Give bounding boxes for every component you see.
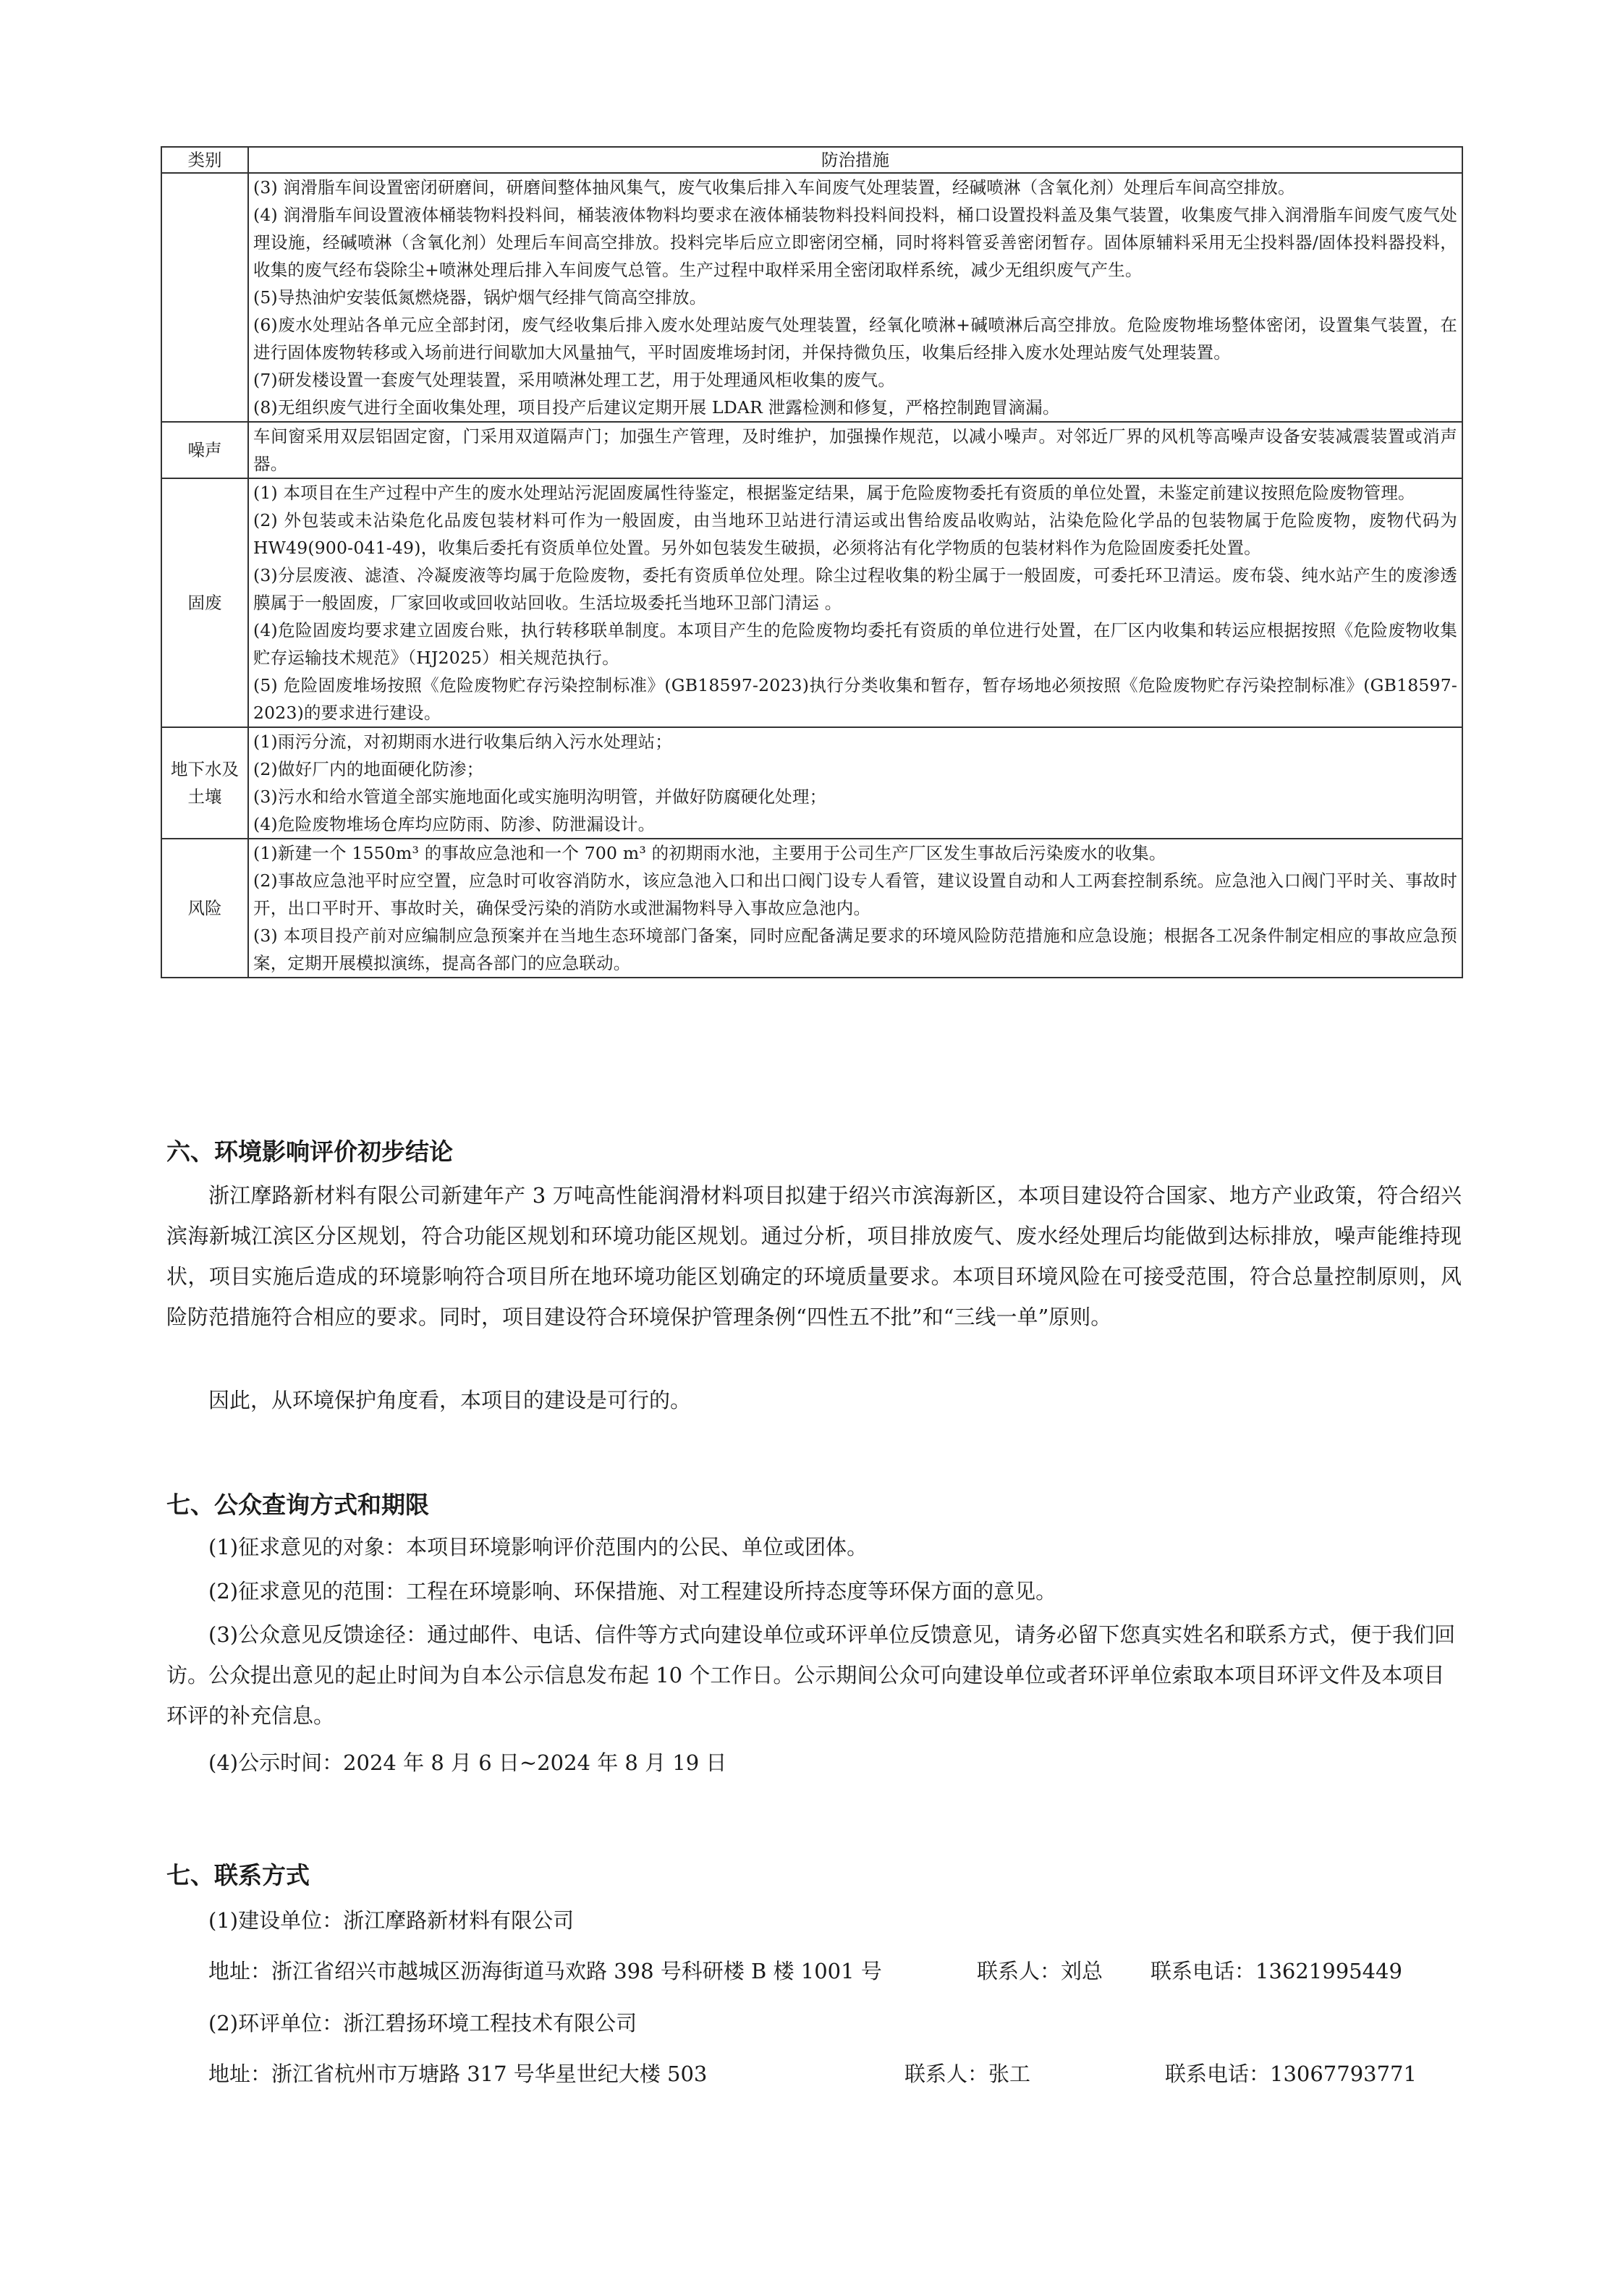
builder-contact-person: 联系人：刘总 (977, 1959, 1103, 1983)
measure-item: 车间窗采用双层铝固定窗，门采用双道隔声门；加强生产管理，及时维护，加强操作规范，以减小噪声。对邻近厂界的风机等高噪声设备安装减震装置或消声器。 (253, 426, 1457, 474)
section-heading-conclusion: 六、环境影响评价初步结论 (166, 1138, 453, 1166)
measure-item: (3) 润滑脂车间设置密闭研磨间，研磨间整体抽风集气，废气收集后排入车间废气处理装置，经碱喷淋（含氧化剂）处理后车间高空排放。 (253, 177, 1295, 198)
measure-item: (4)危险固废均要求建立固废台账，执行转移联单制度。本项目产生的危险废物均委托有资质的单位进行处置，在厂区内收集和转运应根据按照《危险废物收集贮存运输技术规范》（HJ2025）相关规范执行。 (253, 620, 1457, 668)
row-measures (248, 173, 1462, 422)
builder-address: 地址：浙江省绍兴市越城区沥海街道马欢路 398 号科研楼 B 楼 1001 号 (208, 1959, 882, 1983)
row-category: 固废 (161, 478, 248, 727)
builder-unit: (1)建设单位：浙江摩路新材料有限公司 (208, 1908, 575, 1933)
row-category: 风险 (161, 839, 248, 978)
inquiry-item-period: (4)公示时间：2024 年 8 月 6 日~2024 年 8 月 19 日 (208, 1750, 727, 1775)
measure-item: (4) 润滑脂车间设置液体桶装物料投料间，桶装液体物料均要求在液体桶装物料投料间投料，桶口设置投料盖及集气装置，收集废气排入润滑脂车间废气废气处理设施，经碱喷淋（含氧化剂）处理后车间高空排放。投料完毕后应立即密闭空桶，同时将料管妥善密闭暂存。固体原辅料采用无尘投料器/固体投料器投料，收集的废气经布袋除尘+喷淋处理后排入车间废气总管。生产过程中取样采用全密闭取样系统，减少无组织废气产生。 (253, 205, 1457, 280)
inquiry-item-feedback: (3)公众意见反馈途径：通过邮件、电话、信件等方式向建设单位或环评单位反馈意见，请务必留下您真实姓名和联系方式，便于我们回访。公众提出意见的起止时间为自本公示信息发布起 10 个工作日。公示期间公众可向建设单位或者环评单位索取本项目环评文件及本项目环评的补充信息。 (166, 1622, 1456, 1728)
measure-item: (5)导热油炉安装低氮燃烧器，锅炉烟气经排气筒高空排放。 (253, 287, 707, 308)
measure-item: (5) 危险固废堆场按照《危险废物贮存污染控制标准》(GB18597-2023)执行分类收集和暂存，暂存场地必须按照《危险废物贮存污染控制标准》(GB18597-2023)的要求进行建设。 (253, 675, 1457, 723)
prevention-measures-table (161, 146, 1463, 978)
section-heading-public-inquiry: 七、公众查询方式和期限 (166, 1491, 429, 1519)
conclusion-paragraph: 浙江摩路新材料有限公司新建年产 3 万吨高性能润滑材料项目拟建于绍兴市滨海新区，本项目建设符合国家、地方产业政策，符合绍兴滨海新城江滨区分区规划，符合功能区规划和环境功能区规划。通过分析，项目排放废气、废水经处理后均能做到达标排放，噪声能维持现状，项目实施后造成的环境影响符合项目所在地环境功能区划确定的环境质量要求。本项目环境风险在可接受范围，符合总量控制原则，风险防范措施符合相应的要求。同时，项目建设符合环境保护管理条例“四性五不批”和“三线一单”原则。 (166, 1183, 1462, 1329)
inquiry-item-scope: (2)征求意见的范围：工程在环境影响、环保措施、对工程建设所持态度等环保方面的意见。 (208, 1579, 1057, 1604)
row-category: 噪声 (161, 422, 248, 478)
measure-item: (4)危险废物堆场仓库均应防雨、防渗、防泄漏设计。 (253, 814, 656, 834)
measure-item: (6)废水处理站各单元应全部封闭，废气经收集后排入废水处理站废气处理装置，经氧化喷淋+碱喷淋后高空排放。危险废物堆场整体密闭，设置集气装置，在进行固体废物转移或入场前进行间歇加大风量抽气，平时固废堆场封闭，并保持微负压，收集后经排入废水处理站废气处理装置。 (253, 315, 1457, 363)
measure-item: (7)研发楼设置一套废气处理装置，采用喷淋处理工艺，用于处理通风柜收集的废气。 (253, 370, 896, 390)
assessor-contact-person: 联系人：张工 (904, 2062, 1031, 2086)
measure-item: (1) 本项目在生产过程中产生的废水处理站污泥固废属性待鉴定，根据鉴定结果，属于危险废物委托有资质的单位处置，未鉴定前建议按照危险废物管理。 (253, 483, 1415, 503)
table-header-row (161, 147, 1462, 173)
table-row-exhaust (161, 173, 1462, 422)
row-measures (248, 478, 1462, 727)
table-row-noise (161, 422, 1462, 478)
measure-item: (2)事故应急池平时应空置，应急时可收容消防水，该应急池入口和出口阀门设专人看管，建议设置自动和人工两套控制系统。应急池入口阀门平时关、事故时开，出口平时开、事故时关，确保受污染的消防水或泄漏物料导入事故应急池内。 (253, 870, 1457, 918)
assessor-address: 地址：浙江省杭州市万塘路 317 号华星世纪大楼 503 (208, 2062, 708, 2086)
row-category: 地下水及土壤 (161, 727, 248, 839)
conclusion-feasibility-paragraph: 因此，从环境保护角度看，本项目的建设是可行的。 (208, 1388, 692, 1412)
row-measures (248, 839, 1462, 978)
measure-item: (3)分层废液、滤渣、冷凝废液等均属于危险废物，委托有资质单位处理。除尘过程收集的粉尘属于一般固废，可委托环卫清运。废布袋、纯水站产生的废渗透膜属于一般固废，厂家回收或回收站回收。生活垃圾委托当地环卫部门清运 。 (253, 565, 1457, 613)
assessor-contact-phone: 联系电话：13067793771 (1165, 2062, 1417, 2086)
measure-item: (2)做好厂内的地面硬化防渗； (253, 759, 484, 779)
builder-contact-phone: 联系电话：13621995449 (1150, 1959, 1402, 1983)
header-measures: 防治措施 (248, 147, 1462, 173)
header-category: 类别 (161, 147, 248, 173)
inquiry-item-objects: (1)征求意见的对象：本项目环境影响评价范围内的公民、单位或团体。 (208, 1535, 868, 1559)
table-row-risk (161, 839, 1462, 978)
row-measures (248, 727, 1462, 839)
measure-item: (3)污水和给水管道全部实施地面化或实施明沟明管，并做好防腐硬化处理； (253, 787, 827, 807)
table-row-solid-waste (161, 478, 1462, 727)
table-row-groundwater (161, 727, 1462, 839)
row-category (161, 173, 248, 422)
row-measures (248, 422, 1462, 478)
measure-item: (1)新建一个 1550m³ 的事故应急池和一个 700 m³ 的初期雨水池，主要用于公司生产厂区发生事故后污染废水的收集。 (253, 843, 1166, 863)
measure-item: (3) 本项目投产前对应编制应急预案并在当地生态环境部门备案，同时应配备满足要求的环境风险防范措施和应急设施；根据各工况条件制定相应的事故应急预案，定期开展模拟演练，提高各部门的应急联动。 (253, 925, 1457, 973)
assessor-unit: (2)环评单位：浙江碧扬环境工程技术有限公司 (208, 2011, 637, 2036)
section-heading-contact: 七、联系方式 (166, 1861, 310, 1889)
measure-item: (8)无组织废气进行全面收集处理，项目投产后建议定期开展 LDAR 泄露检测和修复，严格控制跑冒滴漏。 (253, 397, 1060, 418)
measure-item: (1)雨污分流，对初期雨水进行收集后纳入污水处理站； (253, 732, 672, 752)
measure-item: (2) 外包装或未沾染危化品废包装材料可作为一般固废，由当地环卫站进行清运或出售给废品收购站，沾染危险化学品的包装物属于危险废物，废物代码为 HW49(900-041-49)，收集后委托有资质单位处置。另外如包装发生破损，必须将沾有化学物质的包装材料作为危险固废委托处置。 (253, 510, 1457, 558)
